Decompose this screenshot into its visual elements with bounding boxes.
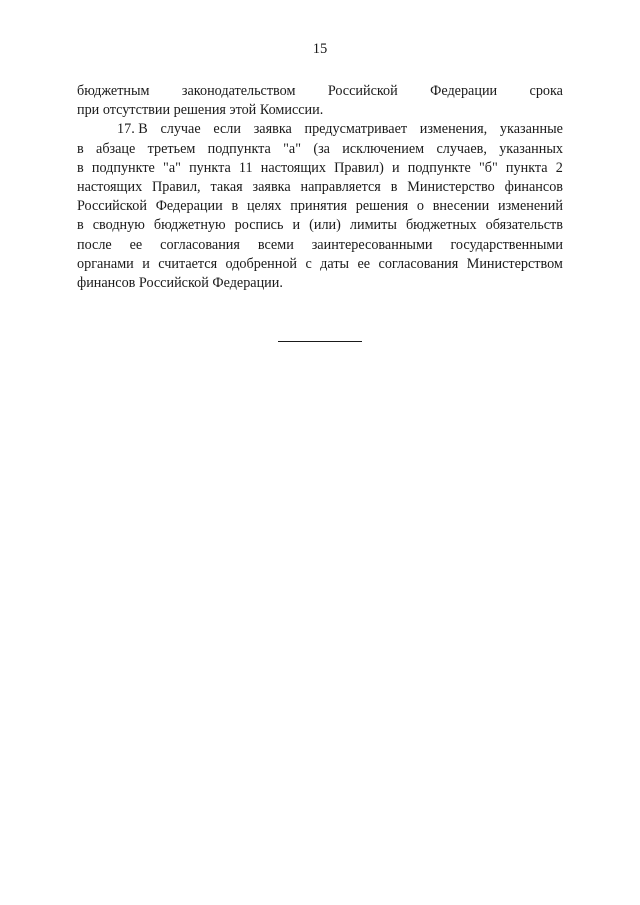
word: "а" [283,140,302,157]
text-line [77,159,563,178]
word: 11 [238,159,253,176]
word: всеми [257,236,294,253]
word: после [77,236,112,253]
word: (за [313,140,330,157]
word: если [213,121,241,138]
word: случае [160,121,201,138]
word: обязательств [485,217,563,234]
text-line [77,140,563,159]
word: случаев, [436,140,487,157]
word: Федерации [430,83,498,99]
word: подпункте [407,159,471,176]
word: срока [529,83,563,99]
word: государственными [450,236,563,253]
word: пункта [505,159,548,176]
word: "а" [163,159,181,176]
word: заявка [253,121,292,138]
document-body [77,82,563,293]
word: и [142,255,150,272]
word: бюджетным [77,83,150,99]
word: считается [158,255,218,272]
text-line [77,82,563,101]
word: 17. В [117,121,148,138]
page-number: 15 [312,41,328,57]
word: исключением [342,140,425,157]
word: такая [210,178,243,195]
word: лимиты [349,217,397,234]
word: подпункте [91,159,155,176]
word: в [390,178,398,195]
word: ее [357,255,371,272]
word: ее [129,236,143,253]
word: 2 [555,159,563,176]
word: "б" [478,159,498,176]
word: одобренной [225,255,298,272]
word: направляется [300,178,381,195]
text-line: при отсутствии решения этой Комиссии. [77,102,324,119]
word: финансов [504,178,563,195]
word: заинтересованными [311,236,433,253]
word: внесении [432,198,490,215]
word: бюджетную [153,217,226,234]
text-line: финансов Российской Федерации. [77,274,283,291]
word: Правил, [152,178,201,195]
word: роспись [234,217,284,234]
text-line [77,216,563,235]
word: бюджетных [405,217,477,234]
word: (или) [309,217,341,234]
word: законодательством [181,83,296,99]
word: сводную [92,217,145,234]
word: заявка [252,178,291,195]
word: в [231,198,239,215]
word: с [305,255,312,272]
word: изменений [498,198,563,215]
word: Министерством [466,255,563,272]
word: Российской [77,198,147,215]
word: и [292,217,301,234]
end-of-document-rule [278,341,362,342]
word: органами [77,255,134,272]
text-line [77,197,563,216]
word: целях [246,198,282,215]
word: Российской [327,83,398,99]
word: настоящих [77,178,143,195]
word: в [77,140,84,157]
word: пункта [189,159,231,176]
word: о [416,198,424,215]
word: в [77,159,84,176]
word: Федерации [155,198,223,215]
word: Правил) [334,159,384,176]
text-line [77,120,563,139]
word: указанных [499,140,563,157]
word: изменения, [419,121,488,138]
word: даты [320,255,350,272]
word: абзаце [96,140,136,157]
word: предусматривает [304,121,408,138]
word: настоящих [260,159,326,176]
text-line [77,178,563,197]
word: третьем [147,140,196,157]
word: подпункта [207,140,271,157]
word: в [77,217,84,234]
word: решения [355,198,409,215]
word: указанные [499,121,563,138]
word: согласования [160,236,240,253]
text-line [77,236,563,255]
word: Министерство [407,178,495,195]
word: принятия [290,198,348,215]
word: и [392,159,400,176]
text-line [77,255,563,274]
word: согласования [378,255,459,272]
